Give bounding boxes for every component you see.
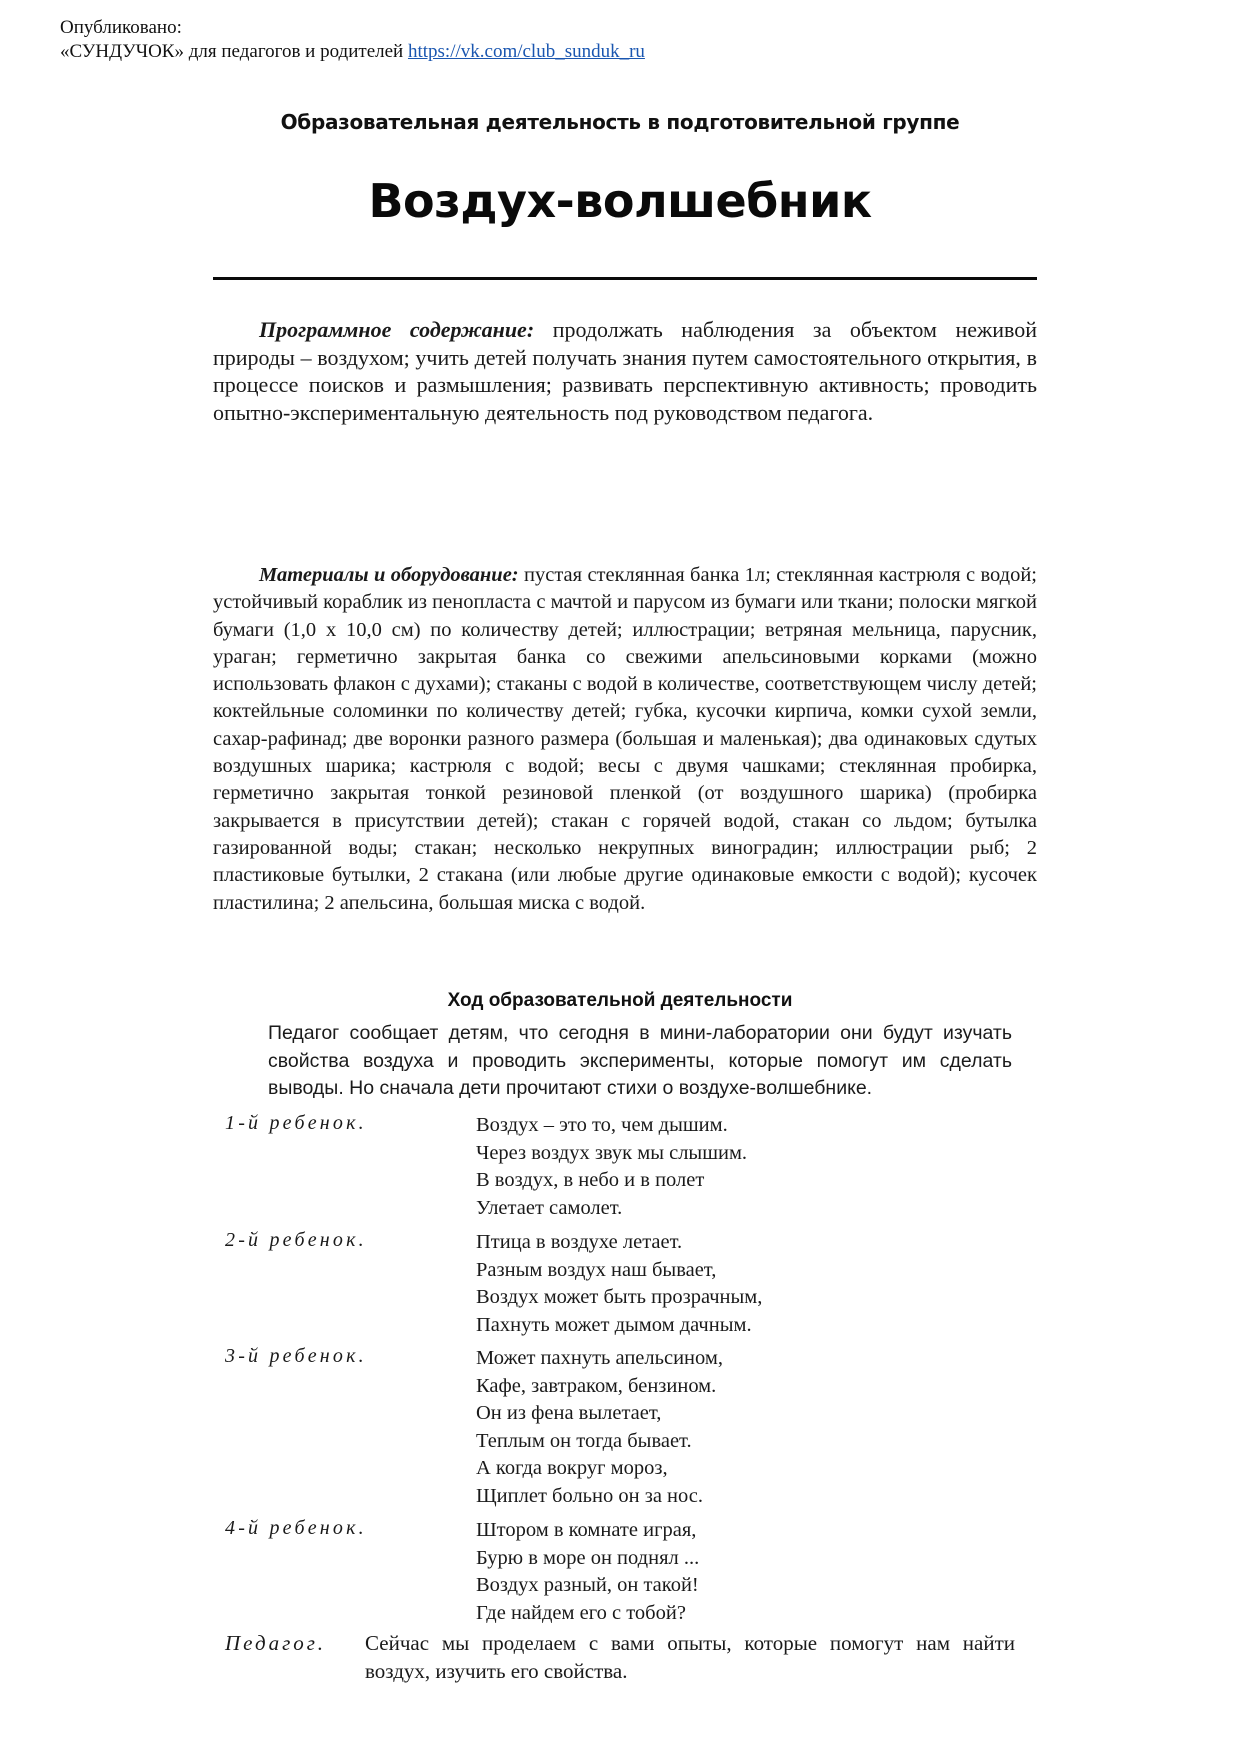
poem-line: В воздух, в небо и в полет — [476, 1169, 705, 1191]
activity-heading: Ход образовательной деятельности — [447, 990, 793, 1011]
program-content-lead: Программное содержание: — [259, 317, 535, 342]
poem-lines — [476, 1517, 699, 1627]
poem-line: Воздух разный, он такой! — [476, 1574, 699, 1596]
speaker-label: 1-й ребенок. — [225, 1112, 367, 1134]
poem-lines — [476, 1112, 747, 1222]
materials-paragraph — [213, 562, 1037, 917]
materials-lead: Материалы и оборудование: — [259, 564, 519, 586]
poem-line: Воздух – это то, чем дышим. — [476, 1114, 728, 1136]
publisher-line — [60, 40, 645, 64]
poem-line: А когда вокруг мороз, — [476, 1457, 668, 1479]
activity-intro: Педагог сообщает детям, что сегодня в мини-лаборатории они будут изучать свойства воздуха и проводить эксперименты, которые помогут им сделать выводы. Но сначала дети прочитают стихи о воздухе-волшебнике. — [268, 1022, 1012, 1099]
poem-line: Через воздух звук мы слышим. — [476, 1141, 748, 1164]
title-divider — [213, 277, 1037, 280]
teacher-remark — [225, 1629, 1015, 1685]
poem-line: Щиплет больно он за нос. — [476, 1484, 703, 1507]
poem-line: Может пахнуть апельсином, — [476, 1347, 723, 1369]
program-content-text: продолжать наблюдения за объектом неживой природы – воздухом; учить детей получать знания путем самостоятельного открытия, в процессе поисков и размышления; развивать перспективную активность; проводить опытно-экспериментальную деятельность под руководством педагога. — [213, 317, 1037, 425]
speaker-label: 2-й ребенок. — [225, 1229, 367, 1251]
poem-line: Разным воздух наш бывает, — [476, 1258, 717, 1281]
poem-line: Теплым он тогда бывает. — [476, 1429, 692, 1452]
materials-text: пустая стеклянная банка 1л; стеклянная кастрюля с водой; устойчивый кораблик из пенопласта с мачтой и парусом из бумаги или ткани; полоски мягкой бумаги (1,0 х 10,0 см) по количеству детей; иллюстрации; ветряная мельница, парусник, ураган; герметично закрытая банка со свежими апельсиновыми корками (можно использовать флакон с духами); стаканы с водой в количестве, соответствующем числу детей; коктейльные соломинки по количеству детей; губка, кусочки кирпича, комки сухой земли, сахар-рафинад; две воронки разного размера (большая и маленькая); два одинаковых сдутых воздушных шарика; кастрюля с водой; весы с двумя чашками; стеклянная пробирка, герметично закрытая тонкой резиновой пленкой (от воздушного шарика) (пробирка закрывается в присутствии детей); стакан с горячей водой, стакан со льдом; бутылка газированной воды; стакан; несколько некрупных виноградин; иллюстрации рыб; 2 пластиковые бутылки, 2 стакана (или любые другие одинаковые емкости с водой); кусочек пластилина; 2 апельсина, большая миска с водой. — [213, 564, 1037, 914]
program-content-paragraph — [213, 316, 1037, 426]
poem-line: Штором в комнате играя, — [476, 1519, 697, 1541]
publisher-name: «СУНДУЧОК» для педагогов и родителей — [60, 41, 408, 62]
page-title: Воздух-волшебник — [368, 174, 872, 228]
poem-line: Кафе, завтраком, бензином. — [476, 1374, 717, 1397]
publisher-link[interactable]: https://vk.com/club_sunduk_ru — [407, 41, 645, 62]
poem-lines — [476, 1345, 723, 1510]
teacher-speaker-label: Педагог. — [225, 1631, 326, 1655]
poem-line: Птица в воздухе летает. — [476, 1231, 683, 1253]
speaker-label: 4-й ребенок. — [225, 1517, 367, 1539]
poem-line: Где найдем его с тобой? — [476, 1601, 686, 1624]
speaker-label: 3-й ребенок. — [225, 1345, 367, 1367]
poem-line: Пахнуть может дымом дачным. — [476, 1313, 752, 1336]
poem-line: Воздух может быть прозрачным, — [476, 1286, 763, 1308]
poem-line: Он из фена вылетает, — [476, 1402, 662, 1424]
poem-lines — [476, 1229, 762, 1339]
poem-line: Улетает самолет. — [476, 1196, 623, 1219]
page-subtitle: Образовательная деятельность в подготовительной группе — [280, 110, 960, 134]
publisher-note — [60, 16, 645, 64]
teacher-remark-text: Сейчас мы проделаем с вами опыты, которые помогут нам найти воздух, изучить его свойства. — [365, 1631, 1015, 1683]
poem-line: Бурю в море он поднял ... — [476, 1546, 700, 1569]
published-label: Опубликовано: — [60, 17, 182, 38]
